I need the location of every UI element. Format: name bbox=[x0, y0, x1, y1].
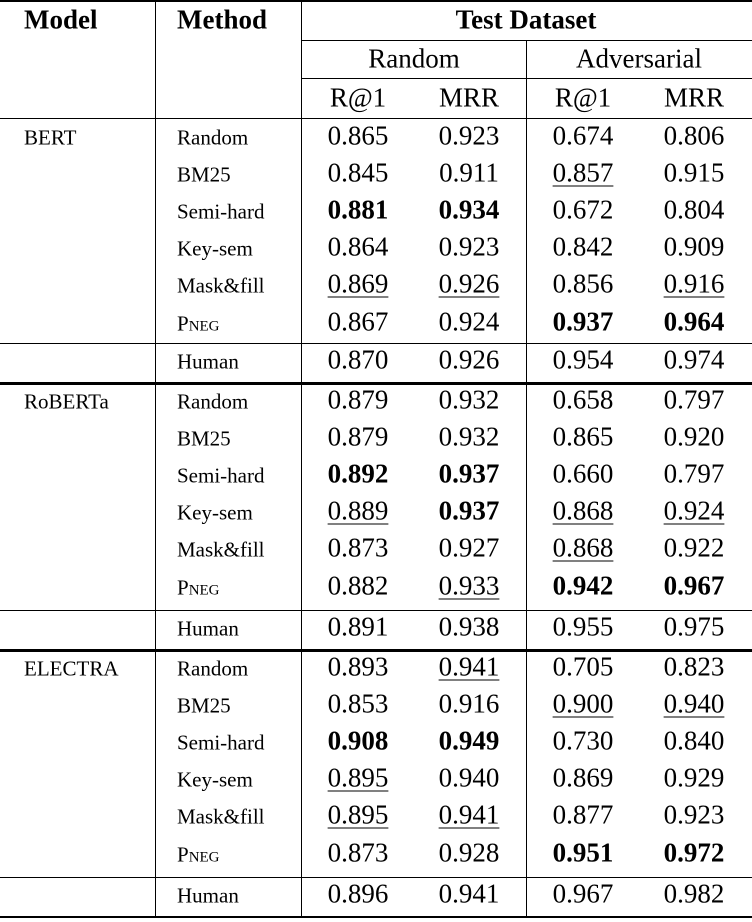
score-cell: 0.940 bbox=[663, 688, 725, 719]
human-score-cell: 0.974 bbox=[663, 344, 725, 375]
method-label: Key-sem bbox=[177, 236, 253, 261]
method-label: Semi-hard bbox=[177, 730, 265, 755]
score-cell: 0.867 bbox=[327, 306, 389, 336]
score-cell: 0.900 bbox=[552, 688, 614, 719]
score-cell: 0.915 bbox=[663, 157, 725, 188]
score-cell: 0.879 bbox=[327, 384, 389, 415]
score-cell: 0.964 bbox=[663, 306, 725, 336]
score-cell: 0.926 bbox=[438, 268, 500, 299]
human-score-cell: 0.955 bbox=[552, 611, 614, 642]
score-cell: 0.934 bbox=[438, 194, 500, 225]
method-label: Random bbox=[177, 389, 249, 414]
score-cell: 0.869 bbox=[327, 268, 389, 299]
method-label: Key-sem bbox=[177, 500, 253, 525]
score-cell: 0.916 bbox=[438, 688, 500, 719]
score-cell: 0.730 bbox=[552, 725, 614, 756]
group-bottom-rule bbox=[0, 916, 752, 918]
score-cell: 0.928 bbox=[438, 837, 500, 867]
random-split-header: Random bbox=[368, 43, 460, 74]
score-cell: 0.937 bbox=[438, 458, 500, 489]
human-score-cell: 0.975 bbox=[663, 611, 725, 642]
method-label: Semi-hard bbox=[177, 463, 265, 488]
test-dataset-header: Test Dataset bbox=[455, 4, 597, 35]
human-score-cell: 0.870 bbox=[327, 344, 389, 375]
human-score-cell: 0.891 bbox=[327, 611, 389, 642]
score-cell: 0.660 bbox=[552, 458, 614, 489]
score-cell: 0.920 bbox=[663, 421, 725, 452]
method-label: PNEG bbox=[177, 575, 220, 599]
score-cell: 0.857 bbox=[552, 157, 614, 188]
score-cell: 0.923 bbox=[438, 231, 500, 262]
score-cell: 0.967 bbox=[663, 570, 725, 600]
score-cell: 0.908 bbox=[327, 725, 389, 756]
method-label: BM25 bbox=[177, 162, 231, 187]
score-cell: 0.924 bbox=[663, 495, 725, 526]
score-cell: 0.865 bbox=[552, 421, 614, 452]
method-label: Random bbox=[177, 656, 249, 681]
human-score-cell: 0.941 bbox=[438, 878, 500, 909]
score-cell: 0.845 bbox=[327, 157, 389, 188]
score-cell: 0.881 bbox=[327, 194, 389, 225]
method-label: Mask&fill bbox=[177, 804, 265, 829]
random-mrr-header: MRR bbox=[438, 82, 500, 113]
method-label: BM25 bbox=[177, 426, 231, 451]
score-cell: 0.804 bbox=[663, 194, 725, 225]
human-score-cell: 0.926 bbox=[438, 344, 500, 375]
method-label: Human bbox=[177, 883, 239, 908]
score-cell: 0.932 bbox=[438, 384, 500, 415]
score-cell: 0.869 bbox=[552, 762, 614, 793]
score-cell: 0.674 bbox=[552, 120, 614, 151]
header-bottom-rule bbox=[0, 118, 752, 119]
method-header: Method bbox=[177, 4, 267, 35]
model-divider bbox=[155, 0, 156, 918]
score-cell: 0.916 bbox=[663, 268, 725, 299]
score-cell: 0.864 bbox=[327, 231, 389, 262]
method-label: PNEG bbox=[177, 311, 220, 335]
method-label: Mask&fill bbox=[177, 537, 265, 562]
method-label: Mask&fill bbox=[177, 273, 265, 298]
score-cell: 0.823 bbox=[663, 651, 725, 682]
score-cell: 0.929 bbox=[663, 762, 725, 793]
score-cell: 0.705 bbox=[552, 651, 614, 682]
method-label: PNEG bbox=[177, 842, 220, 866]
score-cell: 0.853 bbox=[327, 688, 389, 719]
score-cell: 0.933 bbox=[438, 570, 500, 600]
score-cell: 0.806 bbox=[663, 120, 725, 151]
score-cell: 0.797 bbox=[663, 458, 725, 489]
score-cell: 0.924 bbox=[438, 306, 500, 336]
score-cell: 0.868 bbox=[552, 495, 614, 526]
adversarial-r1-header: R@1 bbox=[554, 82, 612, 113]
score-cell: 0.942 bbox=[552, 570, 614, 600]
score-cell: 0.895 bbox=[327, 799, 389, 830]
score-cell: 0.892 bbox=[327, 458, 389, 489]
adversarial-mrr-header: MRR bbox=[663, 82, 725, 113]
score-cell: 0.873 bbox=[327, 837, 389, 867]
score-cell: 0.923 bbox=[663, 799, 725, 830]
method-divider bbox=[301, 0, 302, 918]
score-cell: 0.882 bbox=[327, 570, 389, 600]
score-cell: 0.911 bbox=[439, 157, 499, 188]
score-cell: 0.873 bbox=[327, 532, 389, 563]
score-cell: 0.865 bbox=[327, 120, 389, 151]
split-divider bbox=[526, 40, 527, 918]
score-cell: 0.840 bbox=[663, 725, 725, 756]
score-cell: 0.941 bbox=[438, 651, 500, 682]
score-cell: 0.868 bbox=[552, 532, 614, 563]
score-cell: 0.972 bbox=[663, 837, 725, 867]
score-cell: 0.895 bbox=[327, 762, 389, 793]
score-cell: 0.922 bbox=[663, 532, 725, 563]
human-score-cell: 0.938 bbox=[438, 611, 500, 642]
method-label: Random bbox=[177, 125, 249, 150]
score-cell: 0.927 bbox=[438, 532, 500, 563]
method-label: Semi-hard bbox=[177, 199, 265, 224]
method-label: Key-sem bbox=[177, 767, 253, 792]
score-cell: 0.842 bbox=[552, 231, 614, 262]
model-label: BERT bbox=[24, 125, 77, 150]
human-score-cell: 0.896 bbox=[327, 878, 389, 909]
score-cell: 0.941 bbox=[438, 799, 500, 830]
random-r1-header: R@1 bbox=[329, 82, 387, 113]
score-cell: 0.672 bbox=[552, 194, 614, 225]
human-score-cell: 0.954 bbox=[552, 344, 614, 375]
score-cell: 0.951 bbox=[552, 837, 614, 867]
score-cell: 0.909 bbox=[663, 231, 725, 262]
score-cell: 0.879 bbox=[327, 421, 389, 452]
score-cell: 0.889 bbox=[327, 495, 389, 526]
score-cell: 0.923 bbox=[438, 120, 500, 151]
method-label: BM25 bbox=[177, 693, 231, 718]
adversarial-split-header: Adversarial bbox=[576, 43, 702, 74]
score-cell: 0.658 bbox=[552, 384, 614, 415]
top-rule bbox=[0, 0, 752, 2]
model-header: Model bbox=[24, 4, 98, 35]
score-cell: 0.856 bbox=[552, 268, 614, 299]
score-cell: 0.877 bbox=[552, 799, 614, 830]
score-cell: 0.949 bbox=[438, 725, 500, 756]
method-label: Human bbox=[177, 349, 239, 374]
human-score-cell: 0.967 bbox=[552, 878, 614, 909]
method-label: Human bbox=[177, 616, 239, 641]
score-cell: 0.937 bbox=[438, 495, 500, 526]
model-label: RoBERTa bbox=[24, 389, 109, 414]
score-cell: 0.937 bbox=[552, 306, 614, 336]
score-cell: 0.932 bbox=[438, 421, 500, 452]
score-cell: 0.940 bbox=[438, 762, 500, 793]
model-label: ELECTRA bbox=[24, 656, 119, 681]
score-cell: 0.893 bbox=[327, 651, 389, 682]
human-score-cell: 0.982 bbox=[663, 878, 725, 909]
score-cell: 0.797 bbox=[663, 384, 725, 415]
